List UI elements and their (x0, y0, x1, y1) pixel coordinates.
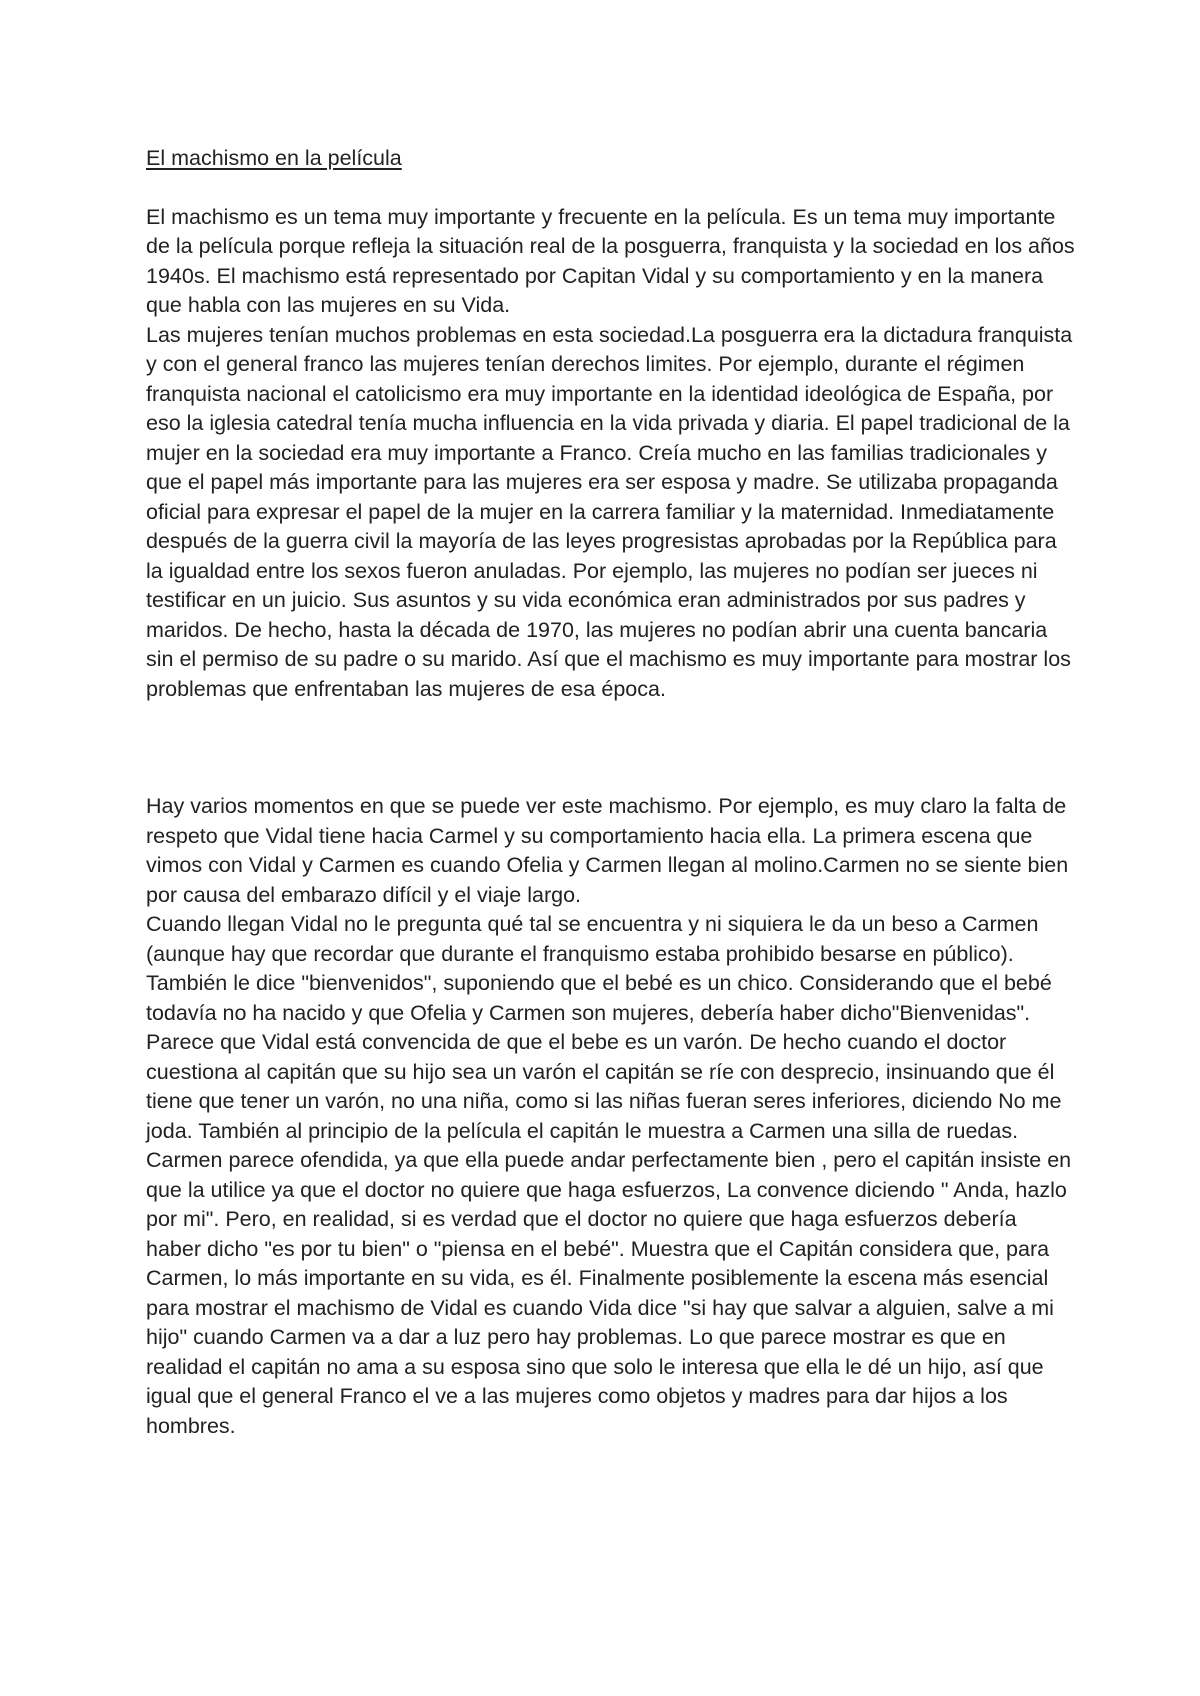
paragraph-examples-detail: Cuando llegan Vidal no le pregunta qué tal se encuentra y ni siquiera le da un beso a Carmen (aunque hay que recordar que durante el franquismo estaba prohibido besarse en público). También le dice "bienvenidos", suponiendo que el bebé es un chico. Considerando que el bebé todavía no ha nacido y que Ofelia y Carmen son mujeres, debería haber dicho"Bienvenidas". Parece que Vidal está convencida de que el bebe es un varón. De hecho cuando el doctor cuestiona al capitán que su hijo sea un varón el capitán se ríe con desprecio, insinuando que él tiene que tener un varón, no una niña, como si las niñas fueran seres inferiores, diciendo No me joda. También al principio de la película el capitán le muestra a Carmen una silla de ruedas. Carmen parece ofendida, ya que ella puede andar perfectamente bien , pero el capitán insiste en que la utilice ya que el doctor no quiere que haga esfuerzos, La convence diciendo " Anda, hazlo por mi". Pero, en realidad, si es verdad que el doctor no quiere que haga esfuerzos debería haber dicho "es por tu bien" o "piensa en el bebé". Muestra que el Capitán considera que, para Carmen, lo más importante en su vida, es él. Finalmente posiblemente la escena más esencial para mostrar el machismo de Vidal es cuando Vida dice "si hay que salvar a alguien, salve a mi hijo" cuando Carmen va a dar a luz pero hay problemas. Lo que parece mostrar es que en realidad el capitán no ama a su esposa sino que solo le interesa que ella le dé un hijo, así que igual que el general Franco el ve a las mujeres como objetos y madres para dar hijos a los hombres. (146, 912, 1072, 1438)
paragraph-examples-intro: Hay varios momentos en que se puede ver este machismo. Por ejemplo, es muy claro la falta de respeto que Vidal tiene hacia Carmel y su comportamiento hacia ella. La primera escena que vimos con Vidal y Carmen es cuando Ofelia y Carmen llegan al molino.Carmen no se siente bien por causa del embarazo difícil y el viaje largo. (146, 794, 1069, 907)
paragraph-historical-context: Las mujeres tenían muchos problemas en esta sociedad.La posguerra era la dictadura franquista y con el general franco las mujeres tenían derechos limites. Por ejemplo, durante el régimen franquista nacional el catolicismo era muy importante en la identidad ideológica de España, por eso la iglesia catedral tenía mucha influencia en la vida privada y diaria. El papel tradicional de la mujer en la sociedad era muy importante a Franco. Creía mucho en las familias tradicionales y que el papel más importante para las mujeres era ser esposa y madre. Se utilizaba propaganda oficial para expresar el papel de la mujer en la carrera familiar y la maternidad. Inmediatamente después de la guerra civil la mayoría de las leyes progresistas aprobadas por la República para la igualdad entre los sexos fueron anuladas. Por ejemplo, las mujeres no podían ser jueces ni testificar en un juicio. Sus asuntos y su vida económica eran administrados por sus padres y maridos. De hecho, hasta la década de 1970, las mujeres no podían abrir una cuenta bancaria sin el permiso de su padre o su marido. Así que el machismo es muy importante para mostrar los problemas que enfrentaban las mujeres de esa época. (146, 322, 1073, 701)
document-title: El machismo en la película (146, 146, 402, 170)
section-spacer (146, 704, 1076, 792)
document-body (146, 144, 1076, 1441)
paragraph-intro: El machismo es un tema muy importante y frecuente en la película. Es un tema muy importante de la película porque refleja la situación real de la posguerra, franquista y la sociedad en los años 1940s. El machismo está representado por Capitan Vidal y su comportamiento y en la manera que habla con las mujeres en su Vida. (146, 204, 1075, 317)
